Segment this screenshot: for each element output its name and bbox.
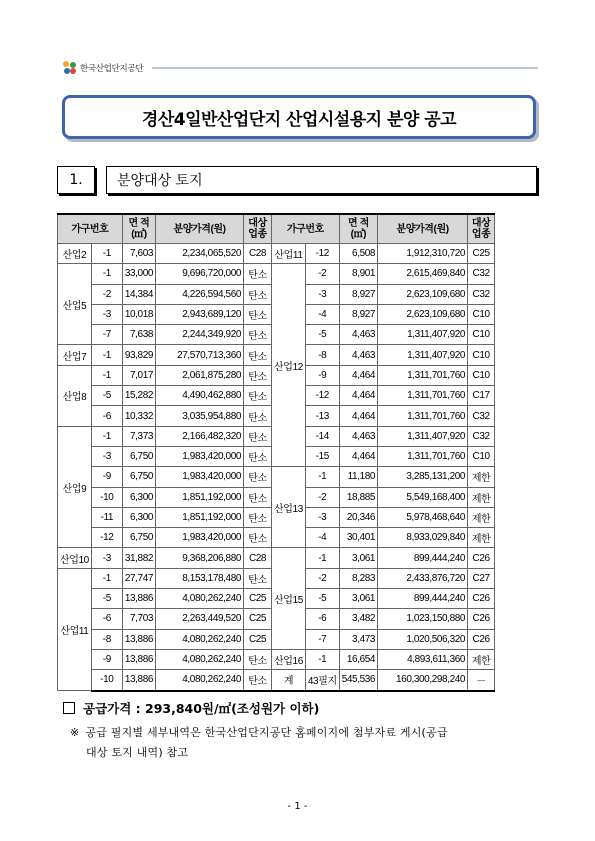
lot-industry: 탄소 <box>244 528 272 548</box>
lot-price: 2,061,875,280 <box>156 365 244 385</box>
lot-price: 1,851,192,000 <box>156 507 244 527</box>
lot-area: 18,885 <box>339 487 377 507</box>
lot-suffix: -6 <box>305 609 339 629</box>
lot-industry: 탄소 <box>244 507 272 527</box>
lot-area: 7,638 <box>122 325 155 345</box>
header-rule <box>152 67 538 69</box>
lot-industry: 탄소 <box>244 467 272 487</box>
lot-industry: C32 <box>468 426 495 446</box>
lot-suffix: -14 <box>305 426 339 446</box>
lot-suffix: -1 <box>91 244 122 264</box>
lot-group-label: 산업10 <box>58 548 92 568</box>
lot-area: 6,750 <box>122 446 155 466</box>
lot-area: 4,464 <box>339 446 377 466</box>
lot-suffix: -9 <box>91 649 122 669</box>
lot-suffix: -6 <box>91 406 122 426</box>
lot-group-label: 산업2 <box>58 244 92 264</box>
lot-group-label: 산업12 <box>272 264 306 467</box>
lot-area: 3,482 <box>339 609 377 629</box>
lot-area: 16,654 <box>339 649 377 669</box>
lot-area: 13,886 <box>122 670 155 691</box>
lot-industry: C10 <box>468 345 495 365</box>
lot-area: 4,464 <box>339 365 377 385</box>
lot-industry: 제한 <box>468 507 495 527</box>
note-line2: 대상 토지 내역) 참고 <box>86 746 189 759</box>
lot-price: 2,234,065,520 <box>156 244 244 264</box>
lot-price: 1,311,701,760 <box>378 406 468 426</box>
lot-price: 4,080,262,240 <box>156 589 244 609</box>
lot-price: 9,368,206,880 <box>156 548 244 568</box>
lot-price: 1,983,420,000 <box>156 528 244 548</box>
lot-group-label: 산업16 <box>272 649 306 669</box>
lot-industry: C10 <box>468 304 495 324</box>
lot-price: 4,893,611,360 <box>378 649 468 669</box>
lot-industry: C10 <box>468 365 495 385</box>
lot-suffix: -2 <box>91 284 122 304</box>
lot-industry: 탄소 <box>244 386 272 406</box>
lot-suffix: -13 <box>305 406 339 426</box>
lot-group-label: 산업5 <box>58 264 92 345</box>
lot-area: 545,536 <box>339 670 377 691</box>
checkbox-square-icon <box>63 702 75 714</box>
lot-area: 10,018 <box>122 304 155 324</box>
lot-suffix: -10 <box>91 670 122 691</box>
lot-price: 1,983,420,000 <box>156 446 244 466</box>
lot-suffix: -2 <box>305 568 339 588</box>
lot-suffix: -5 <box>91 386 122 406</box>
lot-industry: C10 <box>468 446 495 466</box>
lot-price: 160,300,298,240 <box>378 670 468 691</box>
lot-industry: 제한 <box>468 528 495 548</box>
lot-area: 14,384 <box>122 284 155 304</box>
lot-suffix: -4 <box>305 304 339 324</box>
lot-group-label: 산업11 <box>58 568 92 690</box>
lot-price: 5,549,168,400 <box>378 487 468 507</box>
lot-price: 4,080,262,240 <box>156 670 244 691</box>
lot-group-label: 산업15 <box>272 548 306 649</box>
lot-suffix: -5 <box>91 589 122 609</box>
lot-price: 4,490,462,880 <box>156 386 244 406</box>
lot-suffix: -9 <box>305 365 339 385</box>
lot-industry: C17 <box>468 386 495 406</box>
lot-industry: 탄소 <box>244 406 272 426</box>
lot-suffix: -9 <box>91 467 122 487</box>
lot-price: 1,851,192,000 <box>156 487 244 507</box>
lot-area: 6,300 <box>122 507 155 527</box>
lot-area: 13,886 <box>122 629 155 649</box>
lot-area: 27,747 <box>122 568 155 588</box>
lot-industry: 탄소 <box>244 284 272 304</box>
lot-price: 2,244,349,920 <box>156 325 244 345</box>
lot-industry: 제한 <box>468 487 495 507</box>
lot-suffix: -1 <box>91 426 122 446</box>
price-text: 공급가격 : 293,840원/㎡(조성원가 이하) <box>83 701 320 716</box>
header-lot-no-right: 가구번호 <box>272 214 340 244</box>
lot-industry: C26 <box>468 589 495 609</box>
table-row <box>58 649 495 669</box>
lot-industry: 탄소 <box>244 487 272 507</box>
header-lot-no-left: 가구번호 <box>58 214 123 244</box>
lot-industry: 제한 <box>468 467 495 487</box>
table-row <box>58 670 495 691</box>
lot-industry: C26 <box>468 548 495 568</box>
lot-price: 1,023,150,880 <box>378 609 468 629</box>
section-title: 분양대상 토지 <box>106 166 537 194</box>
lot-suffix: -1 <box>91 264 122 284</box>
lot-industry: C10 <box>468 325 495 345</box>
lot-area: 13,886 <box>122 589 155 609</box>
lot-suffix: -12 <box>305 386 339 406</box>
lot-price: 1,912,310,720 <box>378 244 468 264</box>
lot-area: 3,061 <box>339 589 377 609</box>
lot-industry: 탄소 <box>244 426 272 446</box>
lot-suffix: -1 <box>305 548 339 568</box>
lot-area: 7,373 <box>122 426 155 446</box>
lot-area: 4,463 <box>339 345 377 365</box>
title-box <box>62 95 536 139</box>
lot-suffix: -12 <box>305 244 339 264</box>
lot-price: 27,570,713,360 <box>156 345 244 365</box>
lot-industry: 탄소 <box>244 365 272 385</box>
lot-price: 3,035,954,880 <box>156 406 244 426</box>
lot-industry: C25 <box>244 589 272 609</box>
lot-area: 7,603 <box>122 244 155 264</box>
note-mark: ※ <box>70 726 80 739</box>
section-number: 1. <box>57 166 95 194</box>
lot-price: 2,943,689,120 <box>156 304 244 324</box>
lot-industry: 탄소 <box>244 446 272 466</box>
lot-price: 3,285,131,200 <box>378 467 468 487</box>
lot-area: 4,463 <box>339 426 377 446</box>
lot-group-label: 산업7 <box>58 345 92 365</box>
header-industry-left: 대상 업종 <box>244 214 272 244</box>
lot-industry: 탄소 <box>244 304 272 324</box>
lot-price: 4,080,262,240 <box>156 629 244 649</box>
lot-area: 8,927 <box>339 304 377 324</box>
table-row <box>58 264 495 284</box>
lot-suffix: -1 <box>305 649 339 669</box>
lot-suffix: -3 <box>91 304 122 324</box>
lot-area: 6,300 <box>122 487 155 507</box>
lot-group-label: 계 <box>272 670 306 691</box>
lot-area: 8,927 <box>339 284 377 304</box>
page-title: 경산4일반산업단지 산업시설용지 분양 공고 <box>141 109 457 130</box>
lot-area: 15,282 <box>122 386 155 406</box>
org-logo <box>63 61 143 75</box>
org-name: 한국산업단지공단 <box>80 64 144 74</box>
lot-area: 6,750 <box>122 528 155 548</box>
lot-area: 4,464 <box>339 386 377 406</box>
lot-suffix: -1 <box>91 365 122 385</box>
lot-suffix: -3 <box>305 284 339 304</box>
header-industry-right: 대상 업종 <box>468 214 495 244</box>
table-row <box>58 244 495 264</box>
lot-price: 1,311,701,760 <box>378 386 468 406</box>
lot-industry: 탄소 <box>244 264 272 284</box>
lot-price: 899,444,240 <box>378 548 468 568</box>
lot-suffix: -7 <box>305 629 339 649</box>
lot-price: 899,444,240 <box>378 589 468 609</box>
lot-industry: 제한 <box>468 649 495 669</box>
lot-suffix: -2 <box>305 264 339 284</box>
lot-area: 30,401 <box>339 528 377 548</box>
lot-area: 3,473 <box>339 629 377 649</box>
note-line1: 공급 필지별 세부내역은 한국산업단지공단 홈페이지에 첨부자료 게시(공급 <box>85 726 448 739</box>
lot-suffix: -8 <box>305 345 339 365</box>
price-line <box>63 699 319 717</box>
lot-industry: 탄소 <box>244 568 272 588</box>
table-header-row <box>58 214 495 244</box>
lot-price: 5,978,468,640 <box>378 507 468 527</box>
lot-industry: － <box>468 670 495 691</box>
lot-price: 1,311,701,760 <box>378 365 468 385</box>
lot-price: 2,166,482,320 <box>156 426 244 446</box>
lot-price: 2,623,109,680 <box>378 284 468 304</box>
lot-suffix: 43필지 <box>305 670 339 691</box>
lot-price: 8,933,029,840 <box>378 528 468 548</box>
lot-suffix: -5 <box>305 589 339 609</box>
lot-industry: 탄소 <box>244 649 272 669</box>
table-row <box>58 548 495 568</box>
lot-area: 93,829 <box>122 345 155 365</box>
lot-group-label: 산업9 <box>58 426 92 548</box>
lot-area: 4,464 <box>339 406 377 426</box>
lot-industry: C28 <box>244 548 272 568</box>
lot-area: 7,017 <box>122 365 155 385</box>
lot-price: 2,433,876,720 <box>378 568 468 588</box>
lot-price: 2,263,449,520 <box>156 609 244 629</box>
lot-suffix: -12 <box>91 528 122 548</box>
header-price-left: 분양가격(원) <box>156 214 244 244</box>
lot-price: 2,615,469,840 <box>378 264 468 284</box>
page-number: - 1 - <box>287 801 308 812</box>
lot-price: 1,311,407,920 <box>378 345 468 365</box>
lot-suffix: -4 <box>305 528 339 548</box>
lot-industry: 탄소 <box>244 345 272 365</box>
lot-suffix: -2 <box>305 487 339 507</box>
lot-suffix: -3 <box>91 548 122 568</box>
lot-price: 9,696,720,000 <box>156 264 244 284</box>
lot-industry: C25 <box>468 244 495 264</box>
lot-suffix: -1 <box>305 467 339 487</box>
lot-price: 1,311,407,920 <box>378 426 468 446</box>
table-row <box>58 467 495 487</box>
lot-price: 1,311,407,920 <box>378 325 468 345</box>
lot-industry: 탄소 <box>244 325 272 345</box>
org-logo-icon <box>63 61 77 75</box>
lot-table-body <box>58 244 495 691</box>
lot-industry: C25 <box>244 629 272 649</box>
lot-suffix: -8 <box>91 629 122 649</box>
lot-area: 33,000 <box>122 264 155 284</box>
header-area-right: 면 적 (㎡) <box>339 214 377 244</box>
lot-industry: C32 <box>468 284 495 304</box>
lot-industry: C32 <box>468 406 495 426</box>
lot-price: 4,226,594,560 <box>156 284 244 304</box>
lot-area: 8,283 <box>339 568 377 588</box>
lot-suffix: -1 <box>91 568 122 588</box>
lot-industry: C28 <box>244 244 272 264</box>
lot-price: 1,983,420,000 <box>156 467 244 487</box>
lot-industry: C26 <box>468 629 495 649</box>
lot-price: 4,080,262,240 <box>156 649 244 669</box>
lot-price: 1,311,701,760 <box>378 446 468 466</box>
lot-suffix: -15 <box>305 446 339 466</box>
lot-industry: 탄소 <box>244 670 272 691</box>
note <box>70 723 540 763</box>
lot-group-label: 산업8 <box>58 365 92 426</box>
lot-suffix: -3 <box>305 507 339 527</box>
lot-price: 2,623,109,680 <box>378 304 468 324</box>
header-area-left: 면 적 (㎡) <box>122 214 155 244</box>
lot-area: 8,901 <box>339 264 377 284</box>
lot-area: 7,703 <box>122 609 155 629</box>
lot-area: 3,061 <box>339 548 377 568</box>
lot-suffix: -7 <box>91 325 122 345</box>
lot-suffix: -1 <box>91 345 122 365</box>
lot-suffix: -6 <box>91 609 122 629</box>
lot-area: 6,750 <box>122 467 155 487</box>
lot-group-label: 산업13 <box>272 467 306 548</box>
header-price-right: 분양가격(원) <box>378 214 468 244</box>
lot-suffix: -11 <box>91 507 122 527</box>
lot-industry: C27 <box>468 568 495 588</box>
lot-area: 10,332 <box>122 406 155 426</box>
lot-area: 31,882 <box>122 548 155 568</box>
lot-industry: C25 <box>244 609 272 629</box>
lot-group-label: 산업11 <box>272 244 306 264</box>
lot-suffix: -10 <box>91 487 122 507</box>
lot-area: 6,508 <box>339 244 377 264</box>
lot-area: 13,886 <box>122 649 155 669</box>
lot-table <box>57 213 495 692</box>
lot-industry: C32 <box>468 264 495 284</box>
lot-area: 20,346 <box>339 507 377 527</box>
lot-area: 4,463 <box>339 325 377 345</box>
lot-suffix: -3 <box>91 446 122 466</box>
lot-industry: C26 <box>468 609 495 629</box>
lot-price: 8,153,178,480 <box>156 568 244 588</box>
lot-price: 1,020,506,320 <box>378 629 468 649</box>
lot-suffix: -5 <box>305 325 339 345</box>
lot-area: 11,180 <box>339 467 377 487</box>
